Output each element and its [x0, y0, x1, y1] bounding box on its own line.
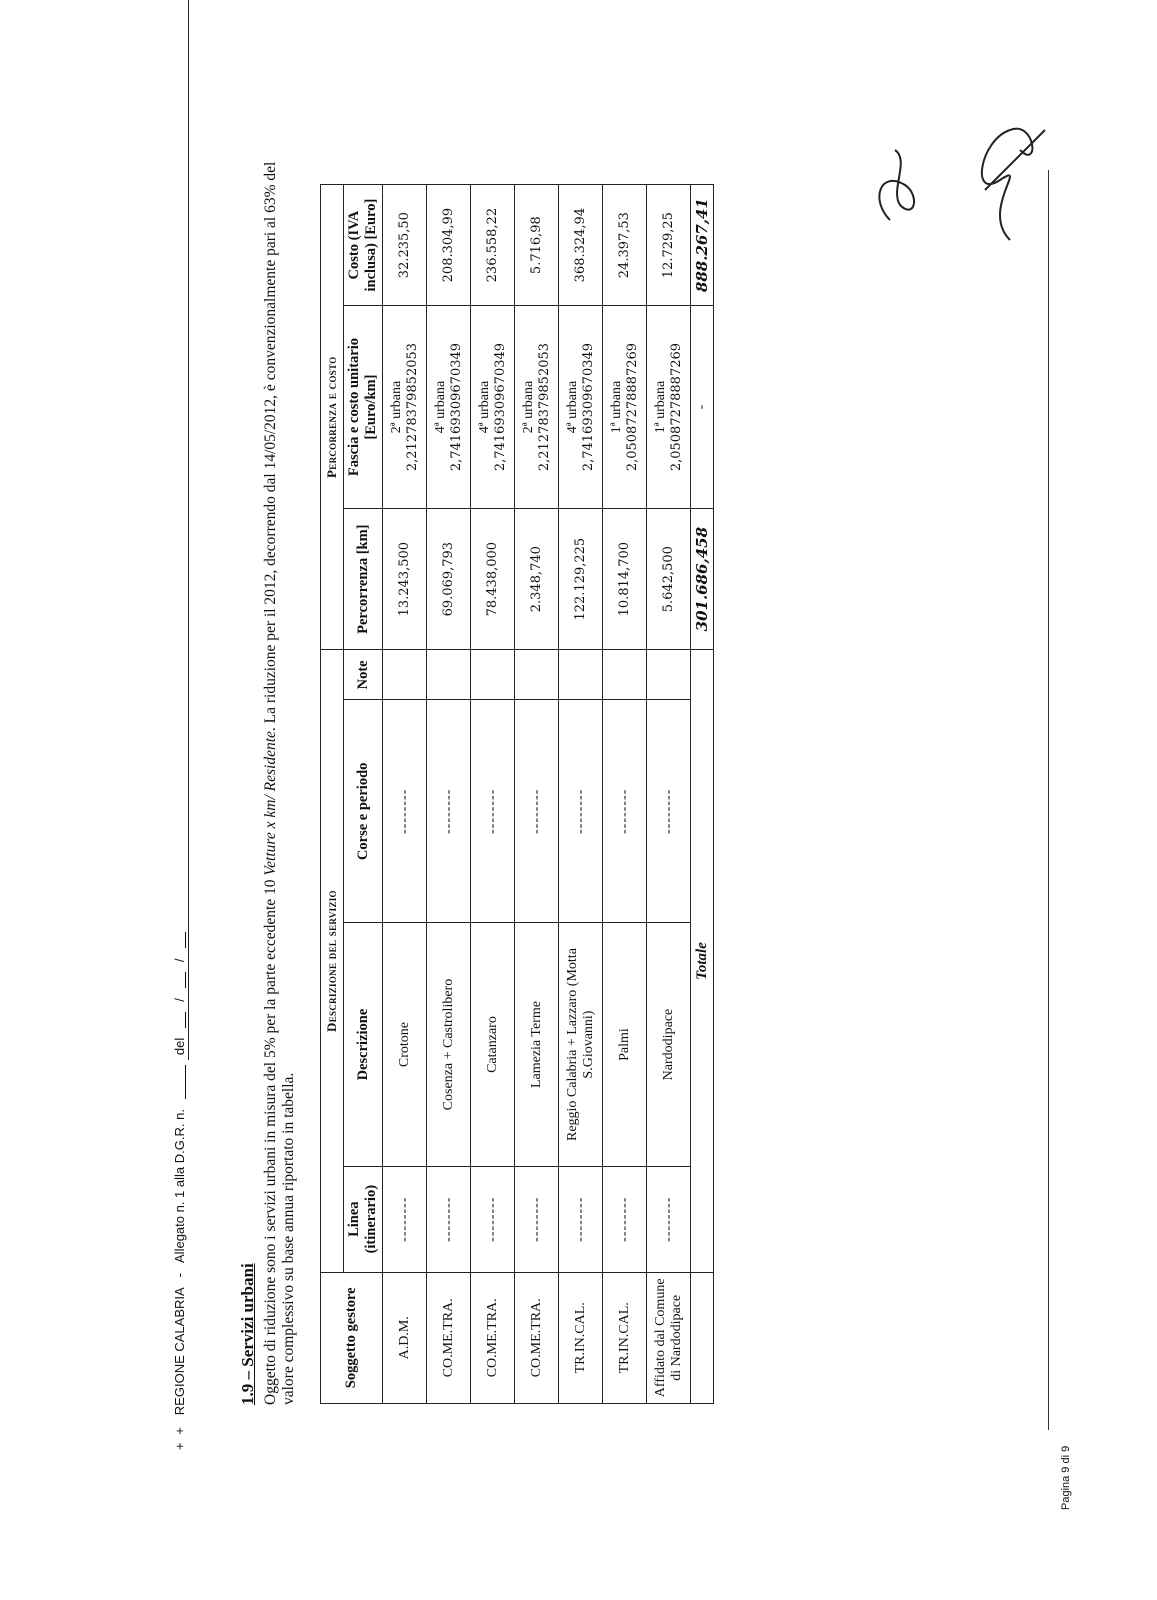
table-row — [471, 185, 515, 1404]
page-number: Pagina 9 di 9 — [1060, 1445, 1072, 1510]
intro-text-italic: Vetture x km/ Residente — [262, 731, 279, 876]
header-fascia: Fascia e costo unitario [Euro/km] — [344, 306, 383, 509]
cell-corse: -------- — [647, 700, 691, 923]
section-title: 1.9 – Servizi urbani — [238, 1263, 257, 1405]
cell-note — [647, 650, 691, 700]
cell-costo: 12.729,25 — [647, 185, 691, 306]
total-costo: 888.267,41 — [691, 185, 714, 306]
footer-rule — [1048, 170, 1049, 1430]
header-note: Note — [344, 650, 383, 700]
fascia-label: 1ª urbana — [653, 380, 668, 434]
date-blank-month — [173, 972, 186, 988]
cell-fascia — [515, 306, 559, 509]
header-soggetto: Soggetto gestore — [321, 1272, 383, 1403]
intro-text-2: . La riduzione per il 2012, decorrendo dal 14/05/2012, è convenzionalmente pari al 63% del valore complessivo su base annua riportato in tabella. — [262, 161, 297, 1405]
cell-note — [471, 650, 515, 700]
total-percorrenza: 301.686,458 — [691, 508, 714, 650]
header-costo: Costo (IVA inclusa) [Euro] — [344, 185, 383, 306]
fascia-label: 4ª urbana — [433, 380, 448, 434]
header-del: del — [172, 1037, 187, 1056]
table-row — [559, 185, 603, 1404]
fascia-label: 4ª urbana — [477, 380, 492, 434]
header-rule — [188, 0, 189, 1060]
total-empty-cell — [691, 1272, 714, 1403]
cell-soggetto: TR.IN.CAL. — [559, 1272, 603, 1403]
cell-costo: 5.716,98 — [515, 185, 559, 306]
cell-percorrenza: 13.243,500 — [383, 508, 427, 650]
cell-percorrenza: 10.814,700 — [603, 508, 647, 650]
cell-corse: -------- — [559, 700, 603, 923]
cell-corse: -------- — [383, 700, 427, 923]
cell-note — [559, 650, 603, 700]
cell-linea: -------- — [515, 1166, 559, 1272]
cell-corse: -------- — [603, 700, 647, 923]
cell-percorrenza: 69.069,793 — [427, 508, 471, 650]
fascia-label: 2ª urbana — [389, 380, 404, 434]
cell-linea: -------- — [559, 1166, 603, 1272]
header-corse: Corse e periodo — [344, 700, 383, 923]
table-row — [383, 185, 427, 1404]
cell-note — [515, 650, 559, 700]
cell-descrizione: Cosenza + Castrolibero — [427, 923, 471, 1166]
cell-fascia — [471, 306, 515, 509]
header-org: REGIONE CALABRIA — [172, 1287, 187, 1416]
unit-cost: 2,74169309670349 — [581, 342, 596, 472]
intro-text-1: Oggetto di riduzione sono i servizi urbani in misura del 5% per la parte eccedente 10 — [262, 875, 279, 1405]
header-percorrenza: Percorrenza [km] — [344, 508, 383, 650]
cell-soggetto: A.D.M. — [383, 1272, 427, 1403]
cell-costo: 24.397,53 — [603, 185, 647, 306]
cell-costo: 368.324,94 — [559, 185, 603, 306]
cell-percorrenza: 78.438,000 — [471, 508, 515, 650]
table-row — [427, 185, 471, 1404]
cell-soggetto: TR.IN.CAL. — [603, 1272, 647, 1403]
dgr-number-blank — [173, 1065, 186, 1099]
cell-soggetto: CO.ME.TRA. — [427, 1272, 471, 1403]
group-cost: Percorrenza e costo — [321, 185, 344, 650]
cell-descrizione: Lamezia Terme — [515, 923, 559, 1166]
cell-fascia — [559, 306, 603, 509]
date-blank-day — [173, 1012, 186, 1028]
fascia-label: 4ª urbana — [565, 380, 580, 434]
table-row — [647, 185, 691, 1404]
date-blank-year — [173, 932, 186, 948]
cell-fascia — [603, 306, 647, 509]
cell-corse: -------- — [515, 700, 559, 923]
fascia-label: 1ª urbana — [609, 380, 624, 434]
header-marks: + + — [172, 1425, 187, 1450]
cell-descrizione: Catanzaro — [471, 923, 515, 1166]
cell-descrizione: Reggio Calabria + Lazzaro (Motta S.Giovanni) — [559, 923, 603, 1166]
page-header — [172, 932, 187, 1450]
cell-percorrenza: 122.129,225 — [559, 508, 603, 650]
services-table — [320, 184, 714, 1404]
cell-descrizione: Palmi — [603, 923, 647, 1166]
table-body — [383, 185, 691, 1404]
cell-descrizione: Nardodipace — [647, 923, 691, 1166]
cell-percorrenza: 5.642,500 — [647, 508, 691, 650]
cell-percorrenza: 2.348,740 — [515, 508, 559, 650]
header-sep: - — [172, 1272, 187, 1278]
cell-linea: -------- — [603, 1166, 647, 1272]
signature-marks — [860, 80, 1080, 280]
cell-note — [383, 650, 427, 700]
cell-linea: -------- — [647, 1166, 691, 1272]
cell-fascia — [383, 306, 427, 509]
cell-descrizione: Crotone — [383, 923, 427, 1166]
cell-fascia — [427, 306, 471, 509]
cell-note — [603, 650, 647, 700]
unit-cost: 2,74169309670349 — [449, 342, 464, 472]
total-row — [691, 185, 714, 1404]
cell-soggetto: CO.ME.TRA. — [515, 1272, 559, 1403]
unit-cost: 2,05087278887269 — [625, 342, 640, 472]
cell-linea: -------- — [427, 1166, 471, 1272]
total-fascia: - — [691, 306, 714, 509]
group-service: Descrizione del servizio — [321, 650, 344, 1272]
header-descrizione: Descrizione — [344, 923, 383, 1166]
unit-cost: 2,21278379852053 — [537, 342, 552, 472]
section-intro — [262, 155, 298, 1405]
cell-costo: 236.558,22 — [471, 185, 515, 306]
cell-note — [427, 650, 471, 700]
cell-fascia — [647, 306, 691, 509]
header-slash-1: / — [172, 998, 187, 1002]
cell-linea: -------- — [383, 1166, 427, 1272]
header-linea: Linea (itinerario) — [344, 1166, 383, 1272]
table-row — [603, 185, 647, 1404]
cell-corse: -------- — [427, 700, 471, 923]
unit-cost: 2,05087278887269 — [669, 342, 684, 472]
cell-linea: -------- — [471, 1166, 515, 1272]
header-allegato: Allegato n. 1 alla D.G.R. n. — [172, 1109, 187, 1263]
unit-cost: 2,74169309670349 — [493, 342, 508, 472]
total-label: Totale — [691, 650, 714, 1272]
cell-soggetto: CO.ME.TRA. — [471, 1272, 515, 1403]
fascia-label: 2ª urbana — [521, 380, 536, 434]
cell-corse: -------- — [471, 700, 515, 923]
cell-soggetto: Affidato dal Comune di Nardodipace — [647, 1272, 691, 1403]
unit-cost: 2,21278379852053 — [405, 342, 420, 472]
table-row — [515, 185, 559, 1404]
cell-costo: 208.304,99 — [427, 185, 471, 306]
cell-costo: 32.235,50 — [383, 185, 427, 306]
header-slash-2: / — [172, 958, 187, 963]
